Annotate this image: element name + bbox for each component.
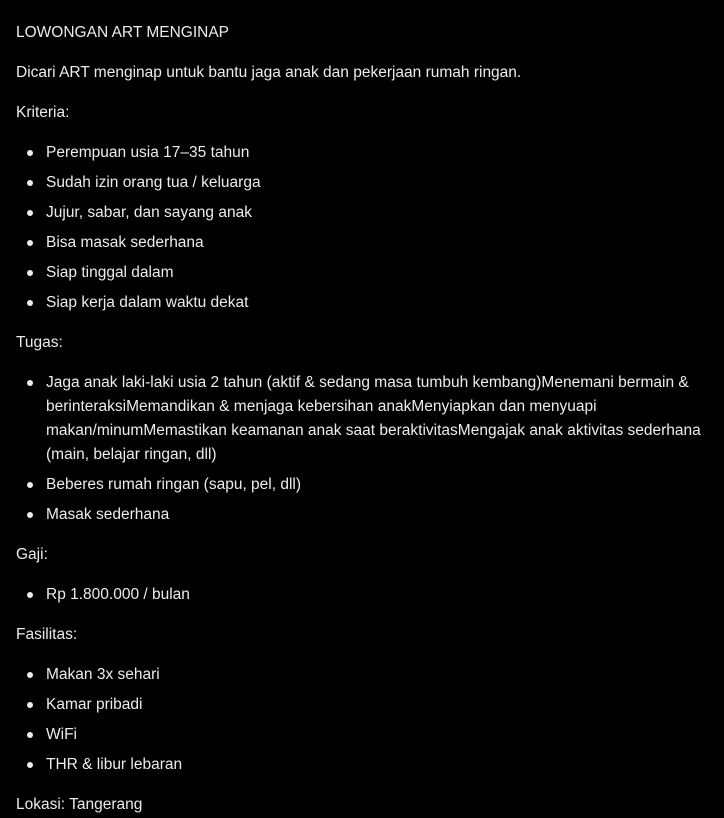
kriteria-list xyxy=(16,141,261,321)
fasilitas-list xyxy=(16,663,182,783)
list-item: Makan 3x sehari xyxy=(16,663,182,687)
intro-text: Dicari ART menginap untuk bantu jaga anak dan pekerjaan rumah ringan. xyxy=(16,64,522,81)
kriteria-heading: Kriteria: xyxy=(16,104,70,121)
list-item: WiFi xyxy=(16,723,182,747)
list-item: Kamar pribadi xyxy=(16,693,182,717)
location-text: Lokasi: Tangerang xyxy=(16,796,143,813)
list-item: THR & libur lebaran xyxy=(16,753,182,777)
list-item: Rp 1.800.000 / bulan xyxy=(16,583,190,607)
gaji-list xyxy=(16,583,190,613)
gaji-heading: Gaji: xyxy=(16,546,48,563)
posting-title: LOWONGAN ART MENGINAP xyxy=(16,24,230,41)
list-item: Siap kerja dalam waktu dekat xyxy=(16,291,261,315)
fasilitas-heading: Fasilitas: xyxy=(16,626,78,643)
list-item: Jaga anak laki-laki usia 2 tahun (aktif & sedang masa tumbuh kembang)Menemani bermain & berinteraksiMemandikan & menjaga kebersihan anakMenyiapkan dan menyuapi makan/minumMemastikan keamanan anak saat beraktivitasMengajak anak aktivitas sederhana (main, belajar ringan, dll) xyxy=(16,371,718,467)
list-item: Masak sederhana xyxy=(16,503,718,527)
tugas-list xyxy=(16,371,718,533)
tugas-heading: Tugas: xyxy=(16,334,63,351)
list-item: Siap tinggal dalam xyxy=(16,261,261,285)
list-item: Bisa masak sederhana xyxy=(16,231,261,255)
list-item: Jujur, sabar, dan sayang anak xyxy=(16,201,261,225)
list-item: Perempuan usia 17–35 tahun xyxy=(16,141,261,165)
list-item: Beberes rumah ringan (sapu, pel, dll) xyxy=(16,473,718,497)
list-item: Sudah izin orang tua / keluarga xyxy=(16,171,261,195)
